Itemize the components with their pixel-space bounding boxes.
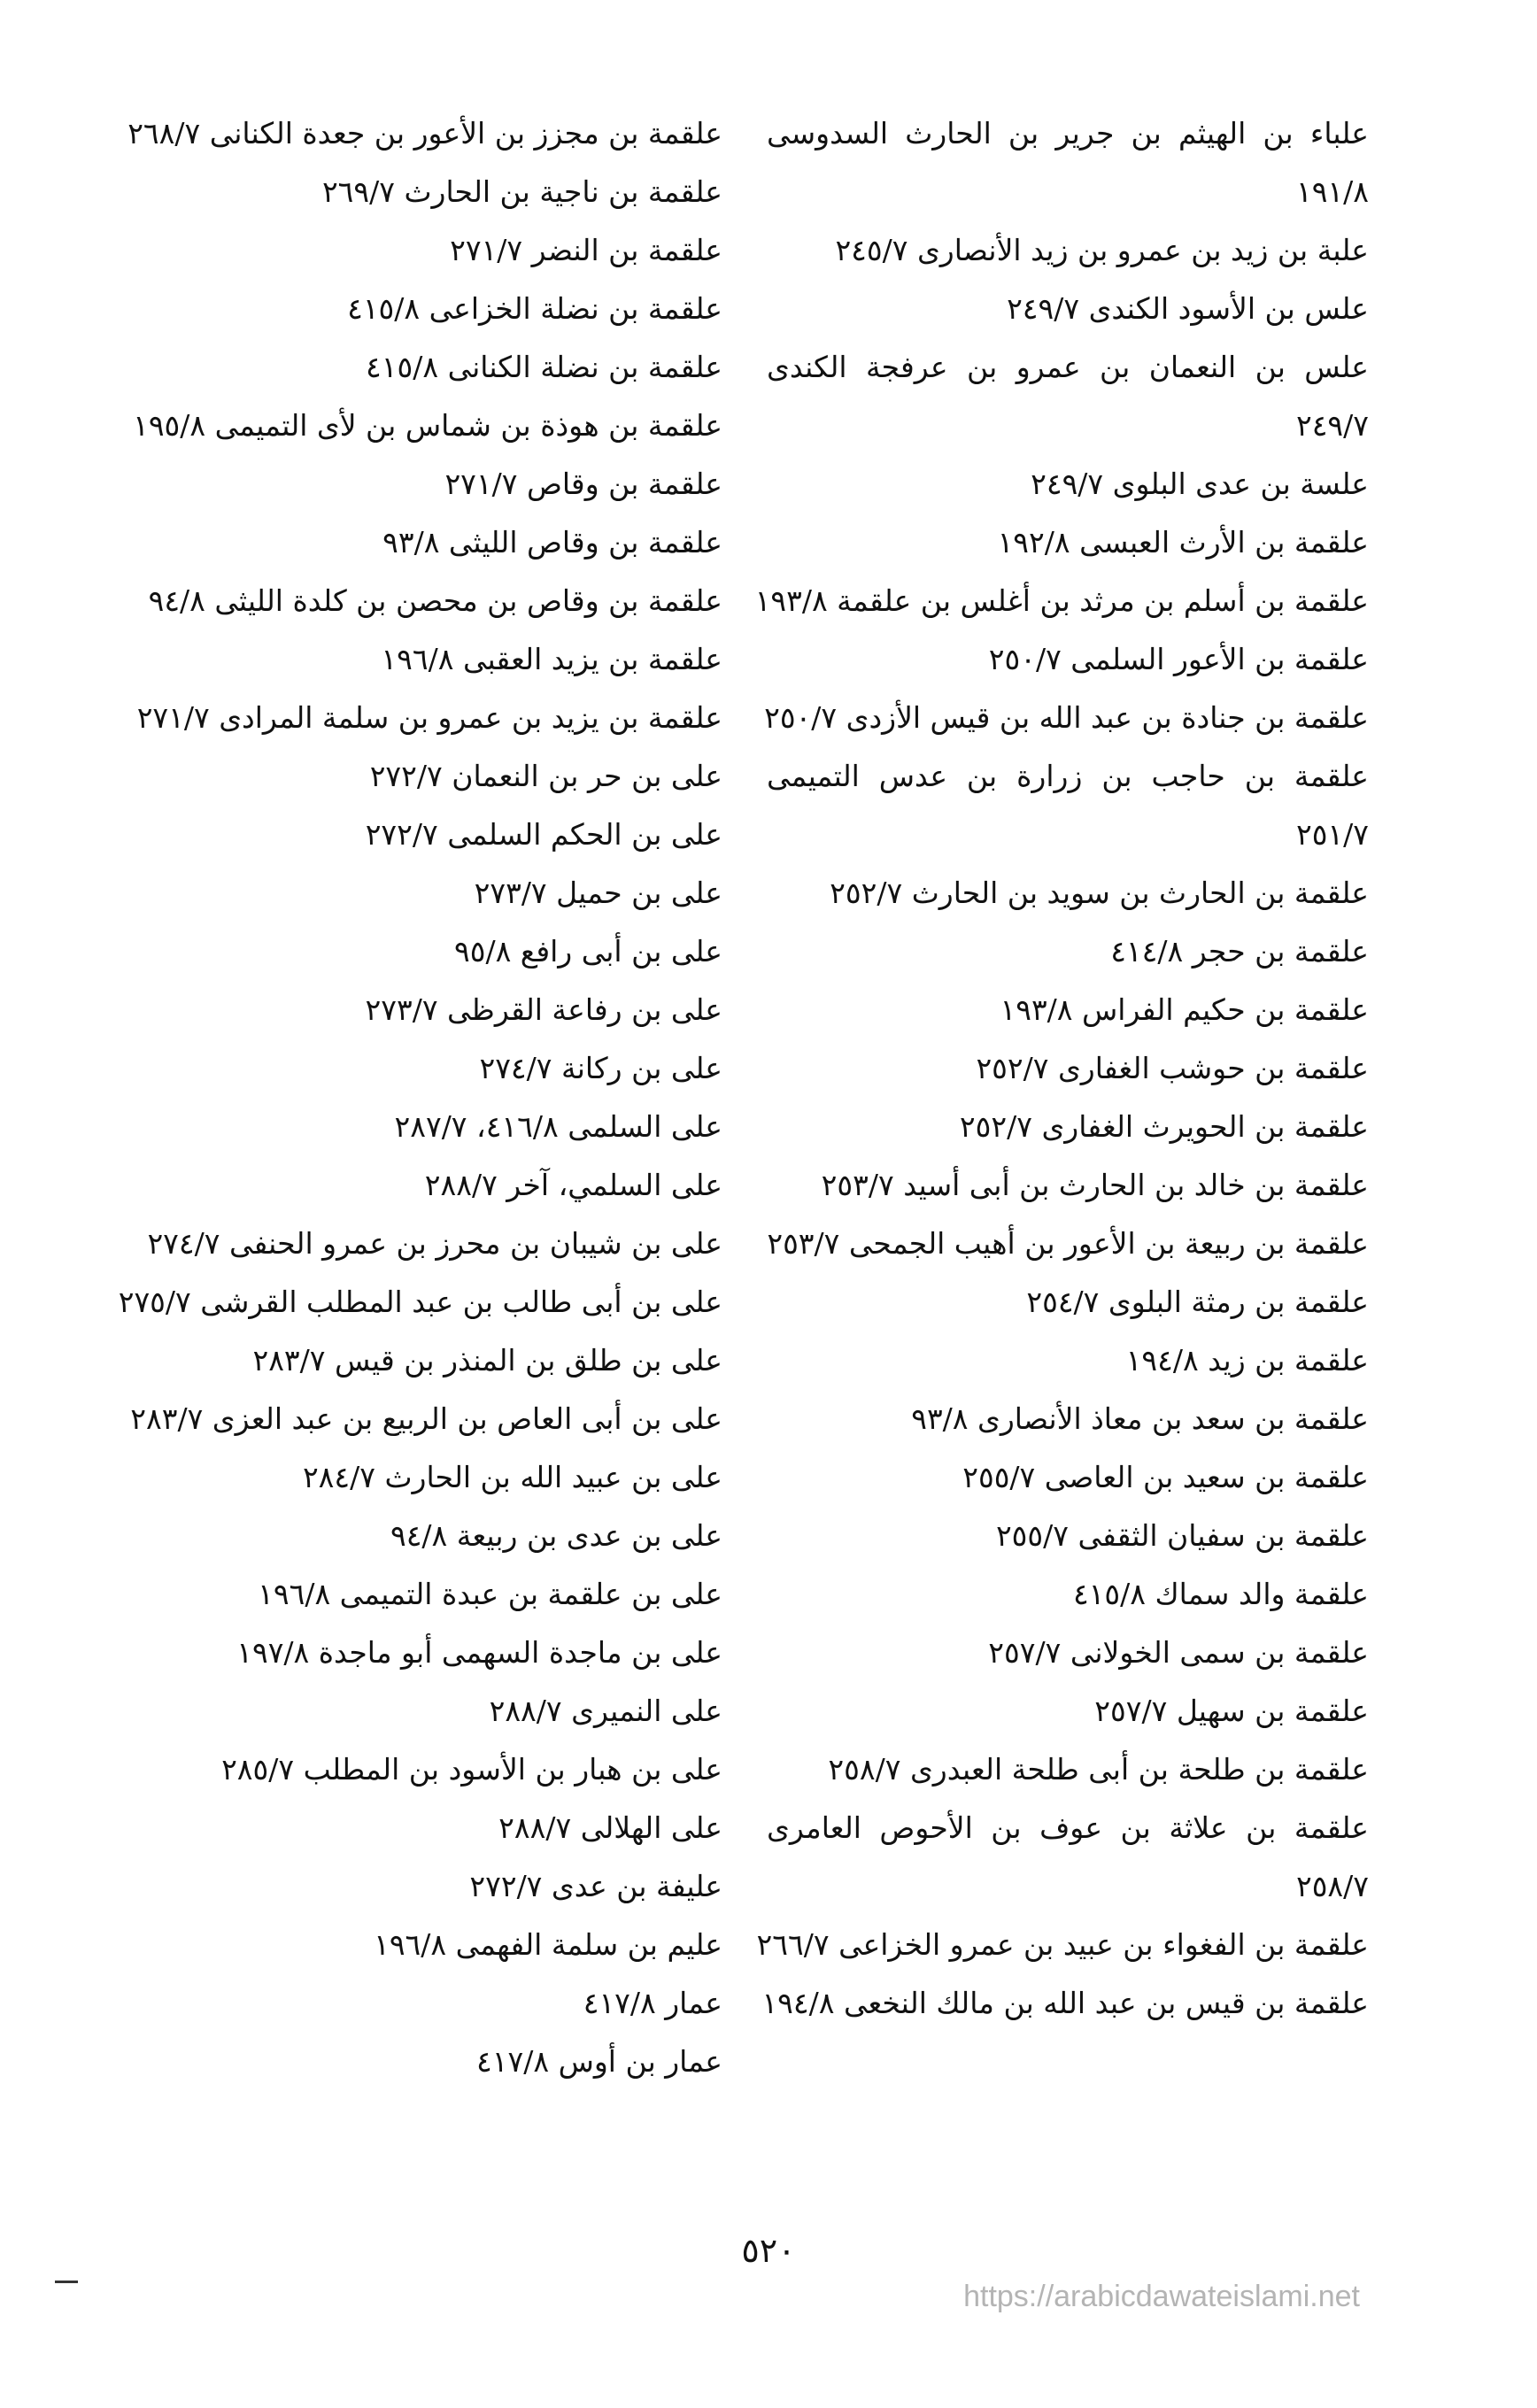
index-entry: علقمة بن الحويرث الغفاری ۲٥۲/۷ — [959, 1109, 1369, 1144]
index-entry: علقمة بن نضلة الكنانی ٤۱٥/۸ — [366, 350, 722, 384]
index-entry: علی بن حميل ۲۷۳/۷ — [474, 876, 722, 910]
index-entry: علقمة بن ناجية بن الحارث ۲٦۹/۷ — [321, 174, 722, 209]
index-entry: علی بن عدی بن ربيعة ۹٤/۸ — [390, 1518, 722, 1553]
index-entry: علقمة بن الأرث العبسی ۱۹۲/۸ — [997, 525, 1369, 560]
index-entry: علی بن ماجدة السهمی أبو ماجدة ۱۹۷/۸ — [236, 1635, 722, 1670]
index-entry: علقمة بن طلحة بن أبی طلحة العبدری ۲٥۸/۷ — [828, 1752, 1369, 1787]
index-entry: عليم بن سلمة الفهمی ۱۹٦/۸ — [374, 1927, 722, 1962]
index-entry: علقمة بن سفيان الثقفی ۲٥٥/۷ — [995, 1518, 1369, 1553]
index-entry: علقمة بن سمی الخولانی ۲٥۷/۷ — [988, 1635, 1369, 1670]
index-entry: علسة بن عدی البلوی ۲٤۹/۷ — [1031, 467, 1369, 501]
index-entry: علی بن الحكم السلمی ۲۷۲/۷ — [365, 817, 722, 852]
index-entry: عمار بن أوس ٤۱۷/۸ — [476, 2044, 722, 2079]
index-entry: علقمة بن جنادة بن عبد الله بن قيس الأزدی ۲٥۰/۷ — [764, 700, 1369, 735]
index-column-right — [749, 104, 1369, 2033]
index-entry: علقمة بن حجر ٤۱٤/۸ — [1110, 934, 1369, 969]
index-entry: علی بن أبی طالب بن عبد المطلب القرشی ۲۷٥/۷ — [118, 1285, 722, 1319]
index-entry: علقمة بن ربيعة بن الأعور بن أهيب الجمحی ۲٥۳/۷ — [767, 1226, 1369, 1261]
index-entry: علقمة بن سهيل ۲٥۷/۷ — [1094, 1694, 1369, 1728]
index-entry: علی السلمی ٤۱٦/۸، ۲۸۷/۷ — [394, 1109, 722, 1144]
index-entry: علی بن طلق بن المنذر بن قيس ۲۸۳/۷ — [252, 1343, 722, 1378]
index-entry: علباء بن الهيثم بن جرير بن الحارث السدوسی ۱۹۱/۸ — [767, 116, 1369, 209]
index-entry: علقمة بن خالد بن الحارث بن أبی أسيد ۲٥۳/۷ — [821, 1168, 1369, 1202]
scan-edge-mark — [55, 2281, 78, 2283]
index-entry: علی السلمي، آخر ۲۸۸/۷ — [424, 1168, 722, 1202]
page-number: ٥٢٠ — [741, 2231, 796, 2270]
index-entry: علی بن ركانة ۲۷٤/۷ — [479, 1051, 722, 1085]
index-entry: علقمة بن وقاص ۲۷۱/۷ — [444, 467, 722, 501]
index-entry: علقمة بن نضلة الخزاعی ٤۱٥/۸ — [347, 291, 722, 326]
index-entry: علی بن علقمة بن عبدة التميمی ۱۹٦/۸ — [258, 1577, 722, 1611]
index-entry: علقمة بن يزيد العقبی ۱۹٦/۸ — [381, 642, 722, 676]
index-entry: علقمة بن سعد بن معاذ الأنصاری ۹۳/۸ — [911, 1401, 1369, 1436]
index-entry: علقمة بن وقاص بن محصن بن كلدة الليثی ۹٤/۸ — [148, 583, 722, 618]
index-entry: علس بن النعمان بن عمرو بن عرفجة الكندی ۲٤۹/۷ — [767, 350, 1369, 443]
index-entry: علقمة بن قيس بن عبد الله بن مالك النخعی ۱۹٤/۸ — [761, 1986, 1369, 2020]
index-entry: علی بن أبی العاص بن الربيع بن عبد العزی ۲۸۳/۷ — [130, 1401, 722, 1436]
index-entry: علقمة بن سعيد بن العاصی ۲٥٥/۷ — [962, 1460, 1369, 1494]
index-entry: علقمة بن هوذة بن شماس بن لأی التميمی ۱۹٥/۸ — [133, 408, 722, 443]
index-entry: عمار ٤۱۷/۸ — [583, 1986, 722, 2020]
index-entry: علی بن عبيد الله بن الحارث ۲۸٤/۷ — [302, 1460, 722, 1494]
index-entry: علقمة بن الأعور السلمی ۲٥۰/۷ — [988, 642, 1369, 676]
index-entry: علقمة بن زيد ۱۹٤/۸ — [1125, 1343, 1369, 1378]
index-entry: علقمة بن حوشب الغفاری ۲٥۲/۷ — [976, 1051, 1369, 1085]
index-entry: علی الهلالی ۲۸۸/۷ — [498, 1810, 722, 1845]
index-column-left — [50, 104, 722, 2091]
index-entry: علی بن رفاعة القرظی ۲۷۳/۷ — [365, 992, 722, 1027]
index-entry: علبة بن زيد بن عمرو بن زيد الأنصاری ۲٤٥/۷ — [835, 233, 1369, 267]
index-entry: عليفة بن عدی ۲۷۲/۷ — [469, 1869, 722, 1903]
index-entry: علقمة بن علاثة بن عوف بن الأحوص العامری ۲٥۸/۷ — [767, 1810, 1369, 1903]
index-entry: علقمة بن وقاص الليثی ۹۳/۸ — [382, 525, 722, 560]
index-entry: علقمة بن الحارث بن سويد بن الحارث ۲٥۲/۷ — [830, 876, 1369, 910]
index-entry: علی بن شيبان بن محرز بن عمرو الحنفی ۲۷٤/۷ — [147, 1226, 722, 1261]
index-entry: علقمة بن رمثة البلوی ۲٥٤/۷ — [1026, 1285, 1369, 1319]
index-entry: علقمة والد سماك ٤۱٥/۸ — [1072, 1577, 1369, 1611]
index-entry: علس بن الأسود الكندی ۲٤۹/۷ — [1007, 291, 1369, 326]
index-entry: علقمة بن حاجب بن زرارة بن عدس التميمی ۲٥۱/۷ — [767, 759, 1369, 852]
index-entry: علی بن أبی رافع ۹٥/۸ — [454, 934, 722, 969]
index-entry: علی النميری ۲۸۸/۷ — [489, 1694, 722, 1728]
index-entry: علقمة بن حكيم الفراس ۱۹۳/۸ — [1000, 992, 1369, 1027]
index-entry: علقمة بن يزيد بن عمرو بن سلمة المرادی ۲۷۱/۷ — [136, 700, 722, 735]
index-entry: علقمة بن الفغواء بن عبيد بن عمرو الخزاعی ۲٦٦/۷ — [756, 1927, 1369, 1962]
index-entry: علی بن هبار بن الأسود بن المطلب ۲۸٥/۷ — [221, 1752, 722, 1787]
index-entry: علقمة بن أسلم بن مرثد بن أغلس بن علقمة ۱۹۳/۸ — [754, 583, 1369, 618]
index-entry: علقمة بن النضر ۲۷۱/۷ — [450, 233, 722, 267]
index-entry: علقمة بن مجزز بن الأعور بن جعدة الكنانی ۲٦۸/۷ — [127, 116, 722, 150]
watermark-url: https://arabicdawateislami.net — [963, 2280, 1360, 2313]
index-entry: علی بن حر بن النعمان ۲۷۲/۷ — [369, 759, 722, 793]
